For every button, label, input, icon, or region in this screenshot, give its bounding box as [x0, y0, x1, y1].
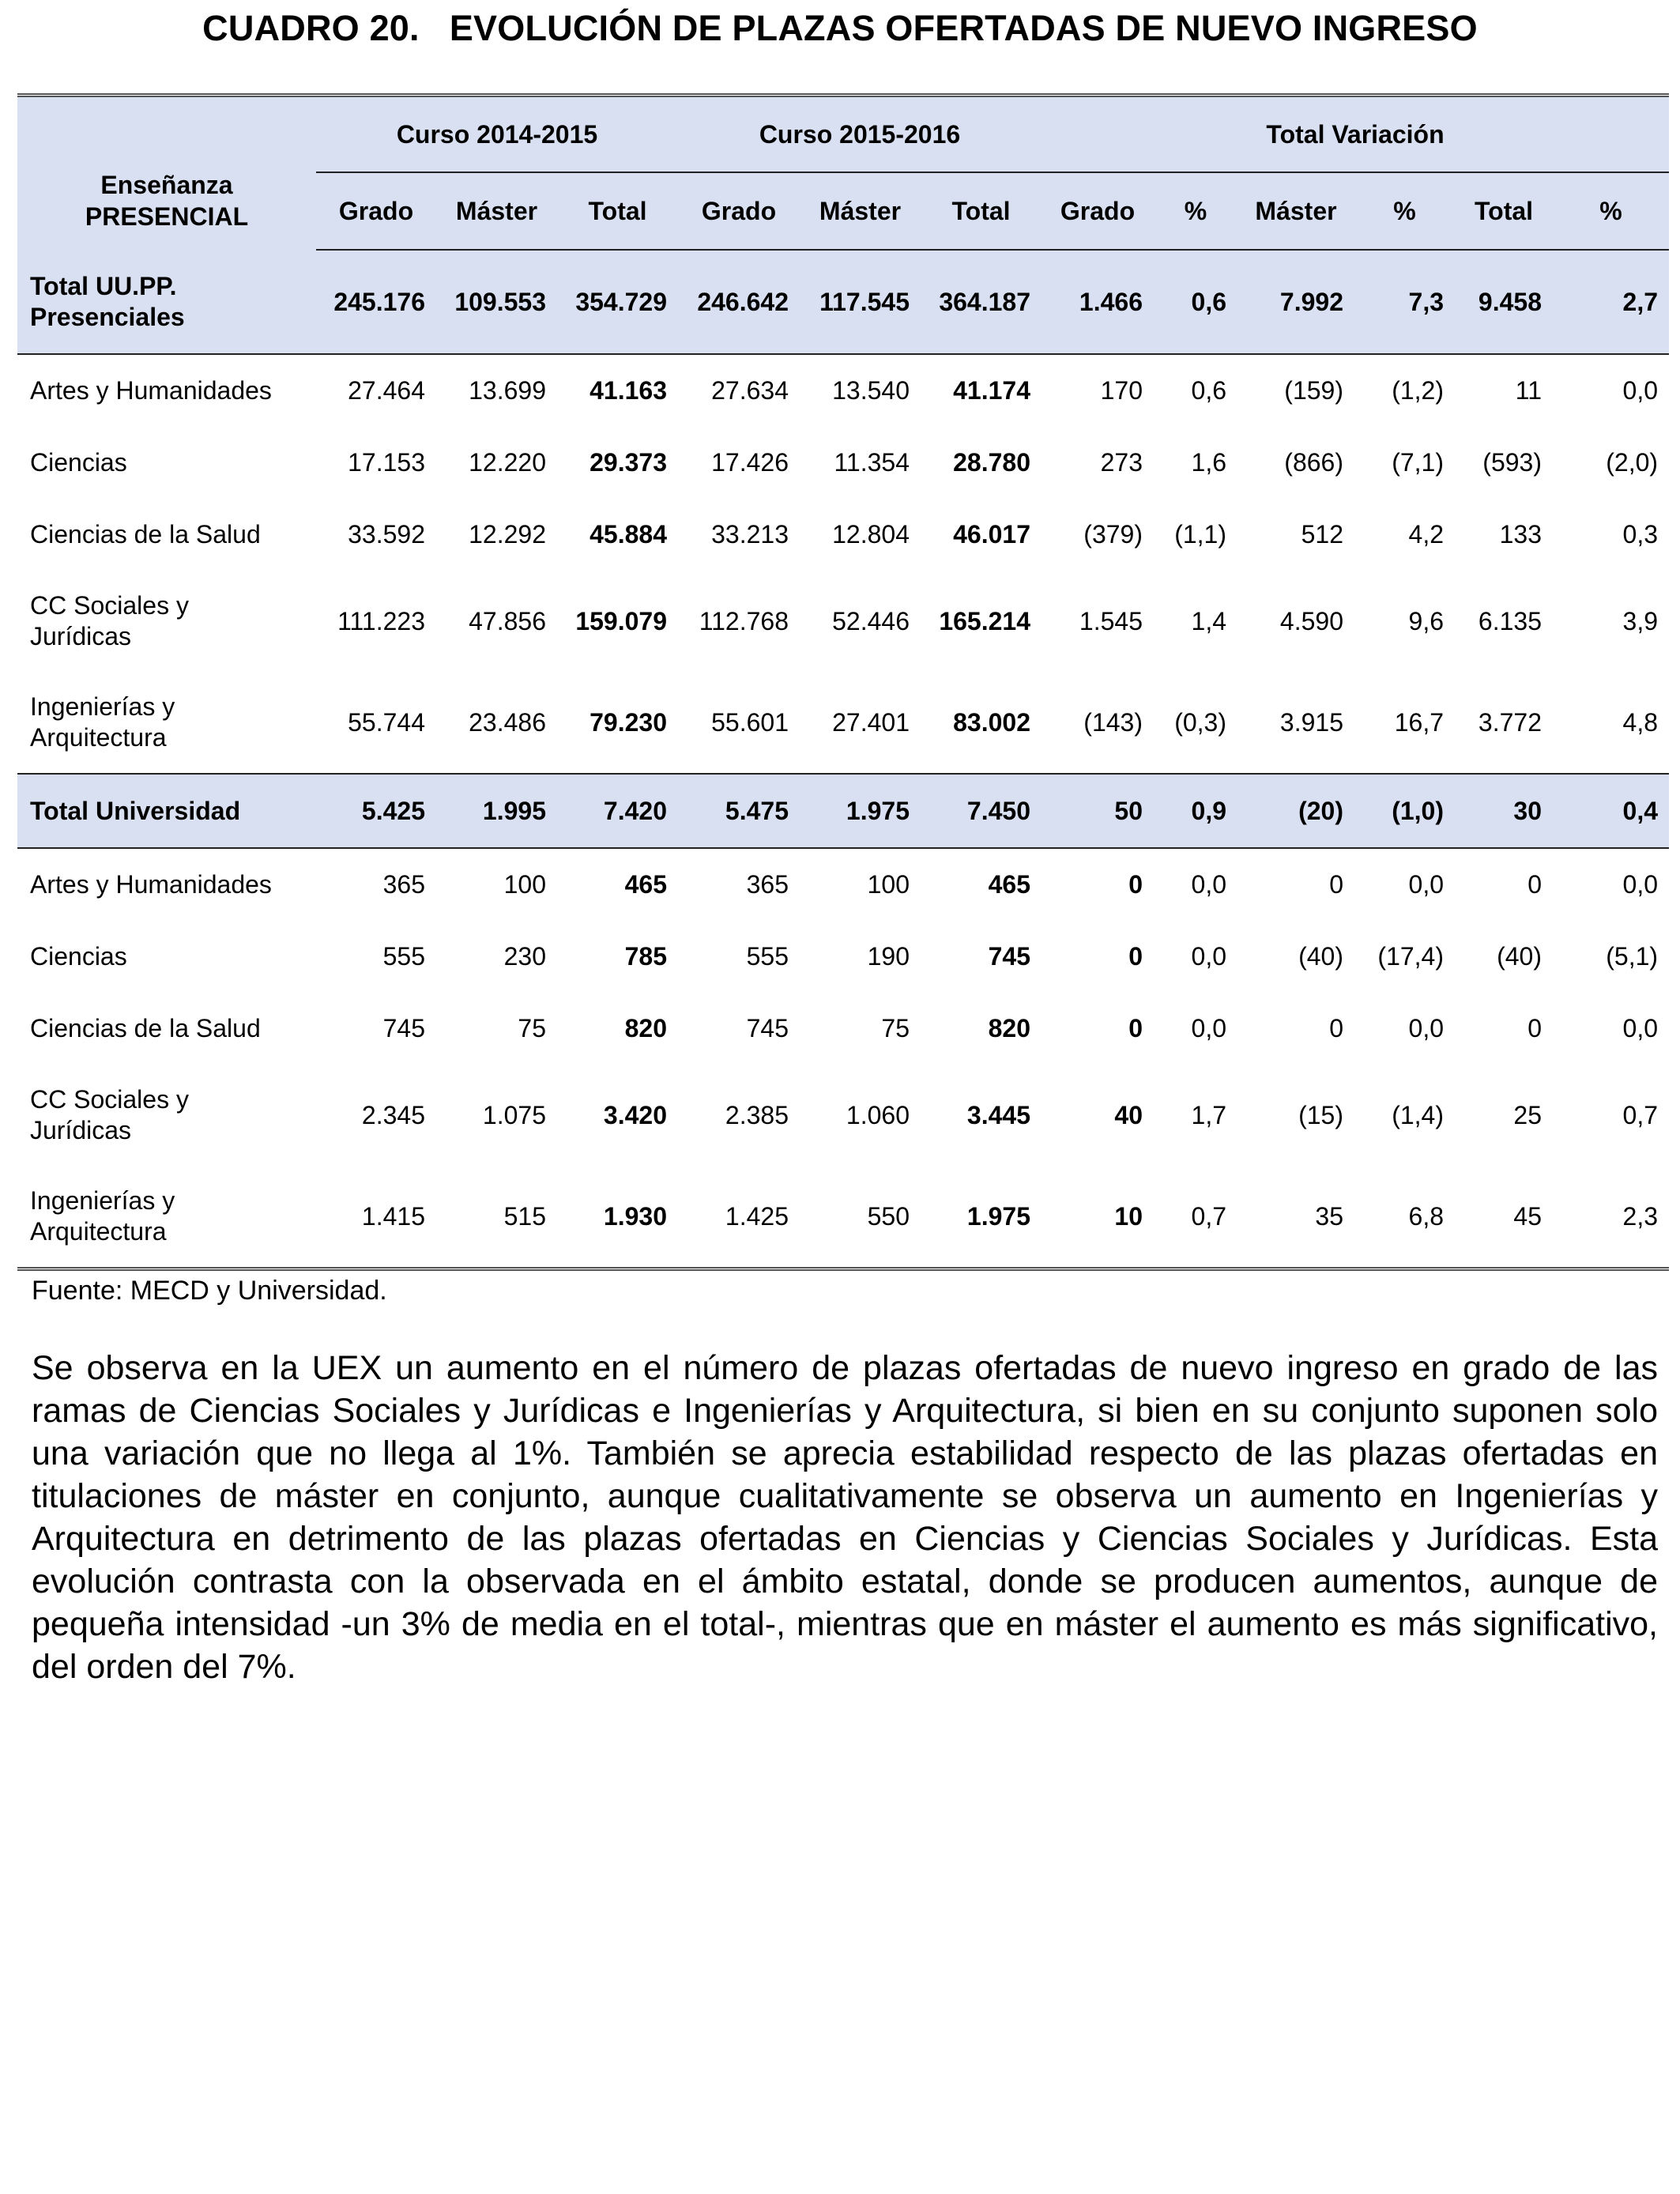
- table-cell: 3.915: [1279, 707, 1343, 737]
- table-cell: 170: [1100, 376, 1143, 405]
- table-cell: (0,3): [1174, 707, 1226, 737]
- table-cell: 9.458: [1455, 250, 1553, 354]
- column-header: Máster: [1237, 172, 1354, 250]
- table-cell: 12.804: [832, 520, 910, 548]
- table-cell: 117.545: [800, 250, 921, 354]
- table-container: [17, 93, 1669, 1271]
- table-cell: 3.772: [1478, 707, 1542, 737]
- table-cell: 3.420: [603, 1100, 667, 1129]
- table-cell: 12.292: [469, 520, 546, 548]
- table-cell: 0: [1128, 942, 1143, 971]
- table-cell: 2.385: [725, 1100, 789, 1129]
- column-header: %: [1354, 172, 1455, 250]
- table-cell: 1.545: [1079, 606, 1143, 635]
- table-cell: 55.744: [348, 707, 425, 737]
- row-label-line1: Ingenierías y: [30, 1186, 175, 1215]
- table-cell: 365: [746, 870, 789, 899]
- table-cell: 1.466: [1042, 250, 1154, 354]
- table-cell: 190: [867, 942, 910, 971]
- table-cell: 41.163: [590, 376, 667, 405]
- row-label-line2: Arquitectura: [30, 723, 167, 752]
- table-cell: 2,3: [1553, 1166, 1669, 1269]
- table-cell: 512: [1301, 520, 1343, 548]
- table-cell: 10: [1042, 1166, 1154, 1269]
- row-label: [17, 354, 316, 427]
- table-cell: 12.220: [469, 448, 546, 477]
- header-row-groups: [17, 96, 1669, 173]
- table-cell: 0,0: [1191, 1014, 1226, 1042]
- table-cell: 5.475: [678, 774, 800, 848]
- table-cell: 29.373: [590, 448, 667, 477]
- table-cell: (1,1): [1174, 520, 1226, 548]
- table-cell: 0,3: [1622, 520, 1659, 548]
- table-cell: 45.884: [590, 520, 667, 548]
- table-cell: 0,0: [1622, 376, 1659, 405]
- column-header: Grado: [1042, 172, 1154, 250]
- table-cell: 820: [624, 1014, 667, 1042]
- table-cell: 7.992: [1237, 250, 1354, 354]
- row-label-line1: CC Sociales y: [30, 591, 189, 620]
- column-header: %: [1553, 172, 1669, 250]
- table-cell: 16,7: [1394, 707, 1444, 737]
- table-cell: 245.176: [316, 250, 436, 354]
- column-header: Total: [921, 172, 1042, 250]
- table-cell: 820: [988, 1014, 1030, 1042]
- group-header-total-variacion: Total Variación: [1042, 96, 1669, 173]
- column-header: Grado: [316, 172, 436, 250]
- table-cell: 0,0: [1408, 870, 1444, 899]
- table-cell: (5,1): [1606, 942, 1659, 971]
- row-label-line1: CC Sociales y: [30, 1085, 189, 1114]
- table-body: [17, 96, 1669, 1269]
- data-table: [17, 93, 1669, 1271]
- table-cell: 230: [503, 942, 546, 971]
- table-cell: 50: [1042, 774, 1154, 848]
- table-cell: 100: [867, 870, 910, 899]
- table-cell: 246.642: [678, 250, 800, 354]
- table-cell: 27.464: [348, 376, 425, 405]
- table-cell: 465: [988, 870, 1030, 899]
- source-note: Fuente: MECD y Universidad.: [32, 1276, 387, 1306]
- table-cell: 33.213: [711, 520, 789, 548]
- table-cell: (866): [1284, 448, 1343, 477]
- table-cell: 79.230: [590, 707, 667, 737]
- table-cell: 100: [503, 870, 546, 899]
- row-label-line1: Ciencias de la Salud: [30, 520, 261, 548]
- table-cell: 745: [988, 942, 1030, 971]
- table-cell: 25: [1513, 1100, 1542, 1129]
- row-label: [17, 848, 316, 921]
- table-row: [17, 1065, 1669, 1166]
- row-label-line2: Jurídicas: [30, 1116, 132, 1144]
- table-cell: 1.975: [921, 1166, 1042, 1269]
- table-cell: 52.446: [832, 606, 910, 635]
- table-row: [17, 921, 1669, 993]
- table-cell: 354.729: [557, 250, 678, 354]
- group-header-2014-2015: Curso 2014-2015: [316, 96, 678, 173]
- table-cell: 1.930: [557, 1166, 678, 1269]
- table-row: [17, 499, 1669, 571]
- column-header: Total: [557, 172, 678, 250]
- table-cell: 0,0: [1408, 1014, 1444, 1042]
- table-cell: 1,7: [1191, 1100, 1226, 1129]
- table-cell: 112.768: [699, 606, 789, 635]
- table-cell: 0,7: [1622, 1100, 1659, 1129]
- table-cell: 555: [746, 942, 789, 971]
- table-cell: 33.592: [348, 520, 425, 548]
- table-cell: (1,2): [1392, 376, 1444, 405]
- table-cell: 1.425: [678, 1166, 800, 1269]
- table-cell: (7,1): [1392, 448, 1444, 477]
- table-cell: 1.415: [316, 1166, 436, 1269]
- table-cell: (15): [1298, 1100, 1343, 1129]
- row-label-line1: Ingenierías y: [30, 692, 175, 721]
- table-cell: 0: [1128, 870, 1143, 899]
- column-header: Máster: [436, 172, 557, 250]
- table-cell: 83.002: [953, 707, 1030, 737]
- group-header-2015-2016: Curso 2015-2016: [678, 96, 1042, 173]
- table-cell: 13.699: [469, 376, 546, 405]
- table-cell: 555: [382, 942, 425, 971]
- table-cell: 13.540: [832, 376, 910, 405]
- row-label-line2: Jurídicas: [30, 622, 132, 650]
- row-label: [17, 250, 316, 354]
- table-cell: 7.420: [557, 774, 678, 848]
- table-cell: 0,6: [1191, 376, 1226, 405]
- row-label: [17, 499, 316, 571]
- table-cell: 515: [436, 1166, 557, 1269]
- table-cell: 159.079: [575, 606, 667, 635]
- table-cell: 0,0: [1622, 870, 1659, 899]
- table-cell: 273: [1100, 448, 1143, 477]
- table-cell: (143): [1083, 707, 1143, 737]
- table-cell: 4,8: [1622, 707, 1659, 737]
- row-label: [17, 427, 316, 499]
- table-cell: 1.975: [800, 774, 921, 848]
- table-cell: 0: [1527, 1014, 1542, 1042]
- body-paragraph: Se observa en la UEX un aumento en el número de plazas ofertadas de nuevo ingreso en grado de las ramas de Ciencias Sociales y Jurídicas e Ingenierías y Arquitectura, si bien en su conjunto suponen solo una variación que no llega al 1%. También se aprecia estabilidad respecto de las plazas ofertadas en titulaciones de máster en conjunto, aunque cualitativamente se observa un aumento en Ingenierías y Arquitectura en detrimento de las plazas ofertadas en Ciencias y Ciencias Sociales y Jurídicas. Esta evolución contrasta con la observada en el ámbito estatal, donde se producen aumentos, aunque de pequeña intensidad -un 3% de media en el total-, mientras que en máster el aumento es más significativo, del orden del 7%.: [32, 1349, 1658, 1686]
- table-row: [17, 774, 1669, 848]
- table-cell: 1,6: [1191, 448, 1226, 477]
- stub-header: [17, 96, 316, 251]
- table-cell: (593): [1482, 448, 1542, 477]
- table-cell: 0,0: [1191, 870, 1226, 899]
- table-cell: (2,0): [1606, 448, 1659, 477]
- table-cell: (379): [1083, 520, 1143, 548]
- table-cell: 0,9: [1154, 774, 1237, 848]
- table-cell: 41.174: [953, 376, 1030, 405]
- table-cell: (159): [1284, 376, 1343, 405]
- table-cell: 133: [1499, 520, 1542, 548]
- table-cell: 2.345: [361, 1100, 425, 1129]
- table-cell: 1.995: [436, 774, 557, 848]
- table-cell: 2,7: [1553, 250, 1669, 354]
- table-row: [17, 993, 1669, 1065]
- table-cell: 0,0: [1191, 942, 1226, 971]
- table-row: [17, 427, 1669, 499]
- table-cell: 30: [1455, 774, 1553, 848]
- table-cell: 45: [1455, 1166, 1553, 1269]
- table-cell: (40): [1497, 942, 1542, 971]
- row-label-line1: Ciencias: [30, 448, 127, 477]
- table-cell: 28.780: [953, 448, 1030, 477]
- table-cell: 40: [1114, 1100, 1143, 1129]
- row-label-line1: Ciencias: [30, 942, 127, 971]
- table-cell: (1,4): [1392, 1100, 1444, 1129]
- table-cell: (40): [1298, 942, 1343, 971]
- table-cell: 0,7: [1154, 1166, 1237, 1269]
- table-cell: 365: [382, 870, 425, 899]
- table-cell: 6,8: [1354, 1166, 1455, 1269]
- table-cell: 111.223: [337, 606, 425, 635]
- table-cell: 11.354: [834, 448, 910, 477]
- row-label-line2: Arquitectura: [30, 1217, 167, 1246]
- table-cell: 9,6: [1408, 606, 1444, 635]
- row-label: [17, 571, 316, 672]
- table-row: [17, 848, 1669, 921]
- column-header: Total: [1455, 172, 1553, 250]
- column-header: Grado: [678, 172, 800, 250]
- table-cell: 745: [382, 1014, 425, 1042]
- table-cell: 75: [518, 1014, 546, 1042]
- table-cell: 3,9: [1622, 606, 1659, 635]
- table-cell: 3.445: [966, 1100, 1030, 1129]
- row-label-line1: Ciencias de la Salud: [30, 1014, 261, 1042]
- table-row: [17, 1166, 1669, 1269]
- table-cell: 27.401: [832, 707, 910, 737]
- table-cell: 0,4: [1553, 774, 1669, 848]
- column-header: %: [1154, 172, 1237, 250]
- table-cell: 27.634: [711, 376, 789, 405]
- table-cell: (17,4): [1377, 942, 1444, 971]
- table-cell: 11: [1515, 376, 1542, 405]
- table-cell: 1.075: [482, 1100, 546, 1129]
- table-row: [17, 571, 1669, 672]
- row-label: [17, 1065, 316, 1166]
- table-cell: 35: [1237, 1166, 1354, 1269]
- table-cell: 165.214: [939, 606, 1030, 635]
- row-label-line1: Total Universidad: [30, 796, 241, 825]
- table-cell: 5.425: [316, 774, 436, 848]
- table-cell: (20): [1237, 774, 1354, 848]
- table-cell: 0: [1527, 870, 1542, 899]
- page-title: CUADRO 20. EVOLUCIÓN DE PLAZAS OFERTADAS DE NUEVO INGRESO: [202, 8, 1478, 48]
- table-cell: 4,2: [1408, 520, 1444, 548]
- table-cell: 0,0: [1622, 1014, 1659, 1042]
- table-cell: 7.450: [921, 774, 1042, 848]
- row-label: [17, 672, 316, 774]
- table-cell: 745: [746, 1014, 789, 1042]
- table-row: [17, 672, 1669, 774]
- row-label: [17, 774, 316, 848]
- row-label-line1: Total UU.PP.: [30, 271, 177, 300]
- table-cell: 46.017: [953, 520, 1030, 548]
- row-label: [17, 1166, 316, 1269]
- table-cell: 17.426: [711, 448, 789, 477]
- table-cell: 364.187: [921, 250, 1042, 354]
- table-cell: 17.153: [348, 448, 425, 477]
- table-cell: 6.135: [1478, 606, 1542, 635]
- table-cell: 0: [1128, 1014, 1143, 1042]
- table-cell: 0: [1329, 1014, 1343, 1042]
- table-cell: 465: [624, 870, 667, 899]
- table-cell: 23.486: [469, 707, 546, 737]
- table-cell: 0,6: [1154, 250, 1237, 354]
- stub-header-line1: Enseñanza: [100, 171, 233, 199]
- table-cell: 785: [624, 942, 667, 971]
- table-cell: 4.590: [1279, 606, 1343, 635]
- row-label-line2: Presenciales: [30, 302, 185, 331]
- table-cell: 7,3: [1354, 250, 1455, 354]
- table-cell: 0: [1329, 870, 1343, 899]
- row-label-line1: Artes y Humanidades: [30, 376, 272, 405]
- stub-header-line2: PRESENCIAL: [85, 202, 249, 231]
- row-label: [17, 993, 316, 1065]
- table-cell: 1,4: [1191, 606, 1226, 635]
- table-cell: 55.601: [711, 707, 789, 737]
- table-cell: 47.856: [469, 606, 546, 635]
- table-cell: 550: [800, 1166, 921, 1269]
- row-label: [17, 921, 316, 993]
- table-cell: (1,0): [1354, 774, 1455, 848]
- row-label-line1: Artes y Humanidades: [30, 870, 272, 899]
- table-row: [17, 250, 1669, 354]
- column-header: Máster: [800, 172, 921, 250]
- table-cell: 109.553: [436, 250, 557, 354]
- table-cell: 75: [881, 1014, 910, 1042]
- table-row: [17, 354, 1669, 427]
- table-cell: 1.060: [846, 1100, 910, 1129]
